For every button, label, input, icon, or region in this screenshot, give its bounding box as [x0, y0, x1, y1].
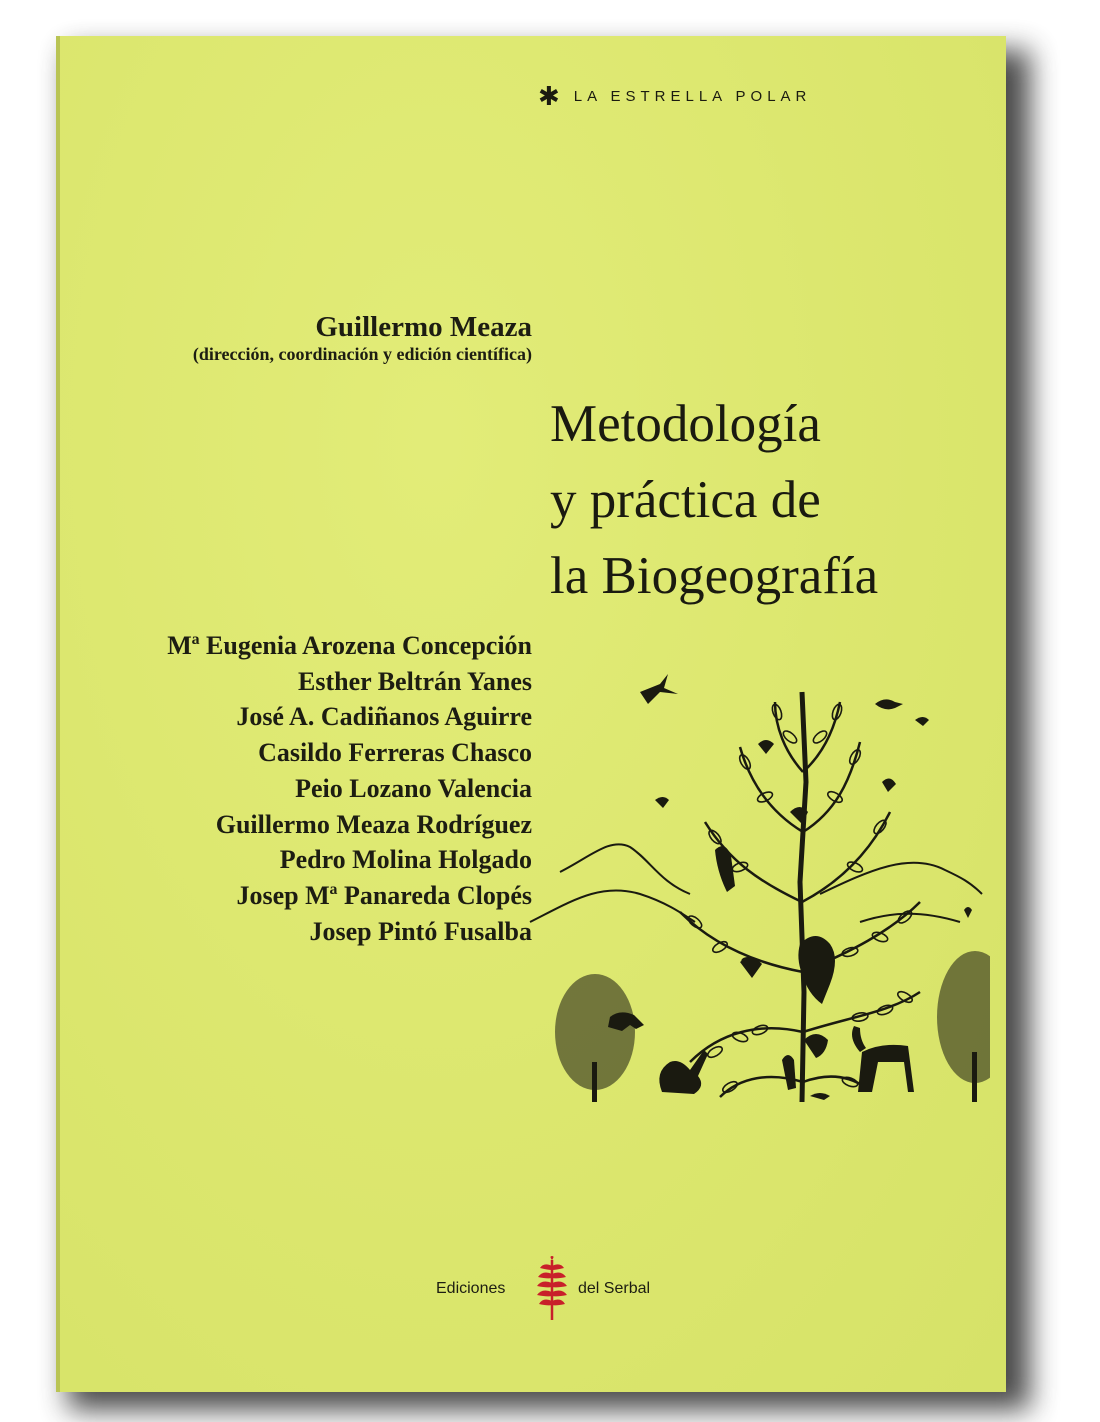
tree-illustration	[490, 632, 990, 1132]
animal-silhouettes	[608, 674, 972, 1100]
director-block	[56, 311, 532, 365]
director-role: (dirección, coordinación y edición científica)	[192, 344, 532, 364]
series-label	[538, 82, 811, 110]
bird-icon	[875, 699, 903, 709]
woodpecker-icon	[782, 1055, 796, 1090]
author-name: Pedro Molina Holgado	[279, 845, 532, 875]
bird-icon	[758, 740, 774, 754]
squirrel-icon	[804, 1034, 828, 1058]
author-name: Guillermo Meaza Rodríguez	[215, 809, 532, 839]
mountain-ridge-left	[560, 844, 690, 894]
book-cover	[56, 36, 1006, 1392]
author-name: Peio Lozano Valencia	[295, 773, 532, 803]
publisher-imprint	[436, 1256, 726, 1322]
mouse-icon	[810, 1093, 830, 1100]
bird-icon	[915, 717, 929, 726]
shrub-left-trunk	[592, 1062, 597, 1102]
swallow-icon	[640, 674, 678, 704]
publisher-name-left: Ediciones	[436, 1280, 506, 1297]
title-line: la Biogeografía	[550, 547, 879, 605]
author-list	[56, 628, 532, 949]
parrot-icon	[715, 846, 735, 892]
deer-icon	[852, 1026, 914, 1092]
shrub-right	[937, 951, 990, 1083]
bird-icon	[655, 797, 669, 808]
star-icon: ✱	[538, 81, 560, 111]
title-line: y práctica de	[550, 471, 821, 529]
author-name: Esther Beltrán Yanes	[298, 666, 532, 696]
title-line: Metodología	[550, 395, 821, 453]
serbal-leaf-icon	[536, 1256, 568, 1322]
author-name: José A. Cadiñanos Aguirre	[236, 702, 532, 732]
series-text: LA ESTRELLA POLAR	[573, 87, 812, 105]
publisher-name-right: del Serbal	[578, 1280, 651, 1297]
author-name: Josep Mª Panareda Clopés	[236, 880, 532, 910]
rabbit-icon	[659, 1050, 708, 1094]
mountain-ridge-right	[820, 863, 982, 894]
author-name: Casildo Ferreras Chasco	[258, 738, 532, 768]
shrub-right-trunk	[972, 1052, 977, 1102]
bird-icon	[964, 907, 972, 918]
author-name: Mª Eugenia Arozena Concepción	[167, 631, 532, 660]
book-title	[550, 386, 878, 614]
bird-icon	[882, 778, 896, 792]
mountain-ridge-left-lower	[530, 890, 695, 922]
director-name: Guillermo Meaza	[315, 311, 532, 343]
author-name: Josep Pintó Fusalba	[309, 916, 532, 946]
